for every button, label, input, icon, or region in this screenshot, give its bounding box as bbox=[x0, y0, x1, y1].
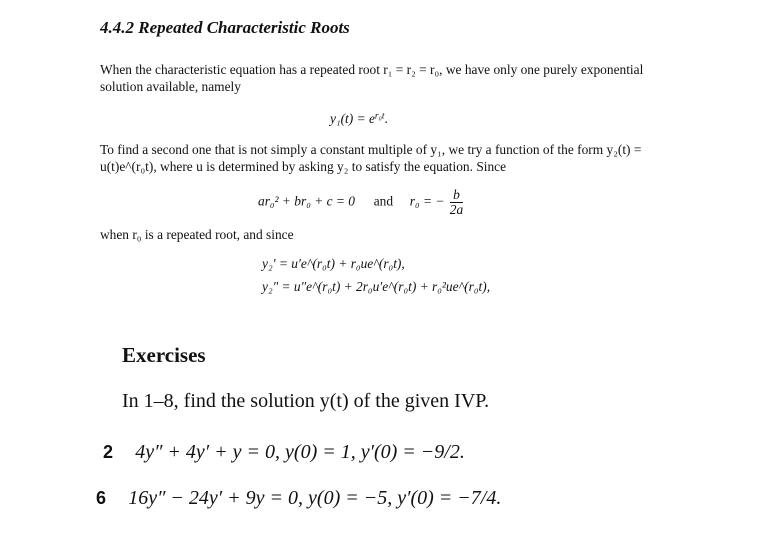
equation-characteristic bbox=[258, 188, 463, 217]
equation-derivative-1: y₂′ = u′e^(r₀t) + r₀ue^(r₀t), bbox=[262, 256, 405, 271]
exercises-intro: In 1–8, find the solution y(t) of the given IVP. bbox=[122, 390, 490, 412]
equation-y1 bbox=[330, 111, 388, 127]
paragraph-second-solution: To find a second one that is not simply a constant multiple of y₁, we try a function of the form y₂(t) = u(t)e^(r₀t), where u is determined by asking y₂ to satisfy the equation. Since bbox=[100, 142, 642, 174]
fraction-numerator: b bbox=[450, 188, 463, 203]
exercise-number: 2 bbox=[103, 442, 114, 462]
exercise-item bbox=[96, 487, 501, 510]
exercise-item bbox=[103, 441, 465, 464]
section-title: 4.4.2 Repeated Characteristic Roots bbox=[100, 18, 350, 37]
equation-characteristic-connector: and bbox=[373, 193, 394, 209]
equation-derivative-2: y₂″ = u″e^(r₀t) + 2r₀u′e^(r₀t) + r₀²ue^(r₀t), bbox=[262, 279, 491, 294]
equation-characteristic-left: ar₀² + br₀ + c = 0 bbox=[258, 193, 355, 209]
equation-root-lhs: r₀ = − bbox=[409, 193, 445, 209]
equation-y1-exponent: r₀t bbox=[374, 111, 385, 122]
paragraph-intro: When the characteristic equation has a repeated root r₁ = r₂ = r₀, we have only one purely exponential solution available, namely bbox=[100, 62, 644, 94]
equation-y1-period: . bbox=[384, 111, 388, 126]
exercise-number: 6 bbox=[96, 488, 107, 508]
exercise-equation: 16y″ − 24y′ + 9y = 0, y(0) = −5, y′(0) = −7/4. bbox=[128, 487, 502, 509]
fraction-denominator: 2a bbox=[449, 202, 464, 217]
equation-y1-lhs: y₁(t) = e bbox=[330, 111, 375, 126]
exercises-heading: Exercises bbox=[122, 343, 206, 367]
paragraph-repeated-root: when r₀ is a repeated root, and since bbox=[100, 227, 294, 242]
exercise-equation: 4y″ + 4y′ + y = 0, y(0) = 1, y′(0) = −9/2. bbox=[135, 441, 465, 463]
equation-root-fraction bbox=[450, 188, 463, 217]
